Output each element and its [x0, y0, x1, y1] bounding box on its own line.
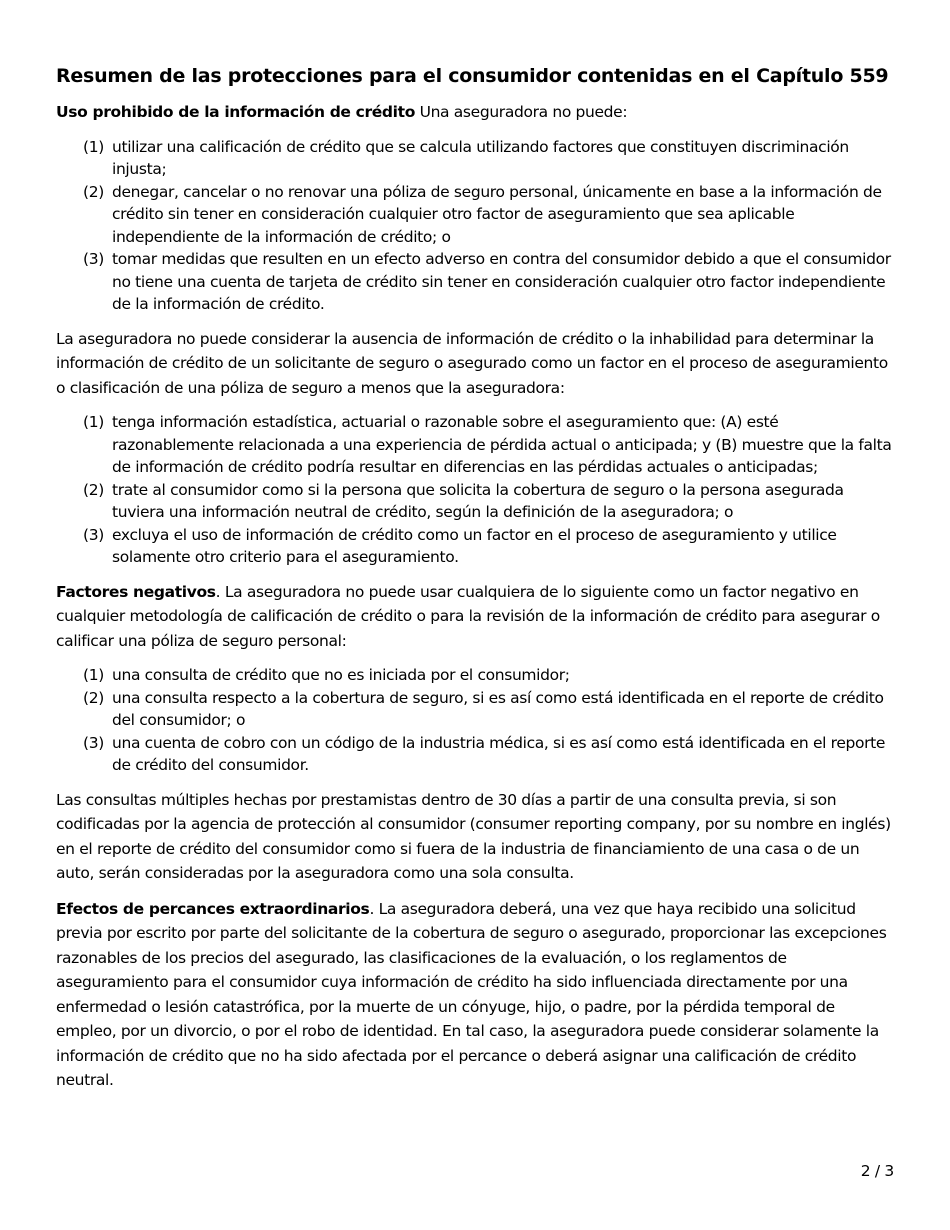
negative-factors-list [56, 664, 896, 777]
section-intro-text: . La aseguradora no puede usar cualquiera de lo siguiente como un factor negativo en cualquier metodología de calificación de crédito o para la revisión de la información de crédito para asegurar o calificar una póliza de seguro personal: [56, 582, 880, 650]
list-text: tenga información estadística, actuarial o razonable sobre el aseguramiento que: (A) esté razonablemente relacionada a una experiencia de pérdida actual o anticipada; y (B) muestre que la falta de información de crédito podría resultar en diferencias en las pérdidas actuales o anticipadas; [112, 413, 892, 476]
list-item [56, 687, 896, 732]
list-item [56, 248, 896, 316]
insurer-conditions-list [56, 411, 896, 569]
list-text: una consulta respecto a la cobertura de seguro, si es así como está identificada en el reporte de crédito del consumidor; o [112, 688, 884, 729]
section-uso-prohibido-intro [56, 100, 896, 125]
section-body-text: . La aseguradora deberá, una vez que haya recibido una solicitud previa por escrito por parte del solicitante de la cobertura de seguro o asegurado, proporcionar las excepciones razonables de los precios del asegurado, las clasificaciones de la evaluación, o los reglamentos de aseguramiento para el consumidor cuya información de crédito ha sido influenciada directamente por una enfermedad o lesión catastrófica, por la muerte de un cónyuge, hijo, o padre, por la pérdida temporal de empleo, por un divorcio, o por el robo de identidad. En tal caso, la aseguradora puede considerar solamente la información de crédito que no ha sido afectada por el percance o deberá asignar una calificación de crédito neutral. [56, 899, 887, 1089]
list-number: (2) [83, 480, 104, 499]
section-efectos-percances [56, 897, 896, 1093]
list-item [56, 136, 896, 181]
list-text: una cuenta de cobro con un código de la industria médica, si es así como está identificada en el reporte de crédito del consumidor. [112, 733, 886, 774]
list-text: excluya el uso de información de crédito como un factor en el proceso de aseguramiento y utilice solamente otro criterio para el aseguramiento. [112, 525, 837, 566]
list-number: (2) [83, 182, 104, 201]
list-text: utilizar una calificación de crédito que se calcula utilizando factores que constituyen discriminación injusta; [112, 137, 849, 178]
document-page [56, 62, 896, 1104]
list-text: tomar medidas que resulten en un efecto adverso en contra del consumidor debido a que el consumidor no tiene una cuenta de tarjeta de crédito sin tener en consideración cualquier otro factor independiente de la información de crédito. [112, 250, 891, 313]
list-text: una consulta de crédito que no es iniciada por el consumidor; [112, 666, 570, 684]
list-number: (3) [83, 733, 104, 752]
list-item [56, 664, 896, 687]
list-item [56, 411, 896, 479]
list-item [56, 479, 896, 524]
list-number: (3) [83, 250, 104, 268]
section-factores-negativos-intro [56, 580, 896, 654]
list-item [56, 524, 896, 569]
list-number: (1) [83, 413, 104, 431]
section-heading: Factores negativos [56, 582, 216, 601]
section-heading: Uso prohibido de la información de crédito [56, 103, 416, 121]
list-text: denegar, cancelar o no renovar una póliza de seguro personal, únicamente en base a la información de crédito sin tener en consideración cualquier otro factor de aseguramiento que sea aplicable independiente de la información de crédito; o [112, 182, 882, 246]
paragraph-absence-of-credit: La aseguradora no puede considerar la ausencia de información de crédito o la inhabilidad para determinar la información de crédito de un solicitante de seguro o asegurado como un factor en el proceso de aseguramiento o clasificación de una póliza de seguro a menos que la aseguradora: [56, 329, 888, 397]
list-item [56, 181, 896, 249]
list-number: (1) [83, 137, 104, 156]
list-text: trate al consumidor como si la persona que solicita la cobertura de seguro o la persona asegurada tuviera una información neutral de crédito, según la definición de la aseguradora; o [112, 480, 844, 521]
list-item [56, 732, 896, 777]
section-heading: Efectos de percances extraordinarios [56, 899, 370, 918]
page-number: 2 / 3 [860, 1162, 894, 1180]
list-number: (1) [83, 666, 104, 684]
list-number: (3) [83, 525, 104, 544]
list-number: (2) [83, 688, 104, 707]
page-title: Resumen de las protecciones para el consumidor contenidas en el Capítulo 559 [56, 65, 889, 87]
prohibited-uses-list [56, 136, 896, 316]
paragraph-multiple-inquiries: Las consultas múltiples hechas por prestamistas dentro de 30 días a partir de una consulta previa, si son codificadas por la agencia de protección al consumidor (consumer reporting company, por su nombre en inglés) en el reporte de crédito del consumidor como si fuera de la industria de financiamiento de una casa o de un auto, serán consideradas por la aseguradora como una sola consulta. [56, 790, 891, 882]
section-intro-text: Una aseguradora no puede: [415, 103, 628, 121]
